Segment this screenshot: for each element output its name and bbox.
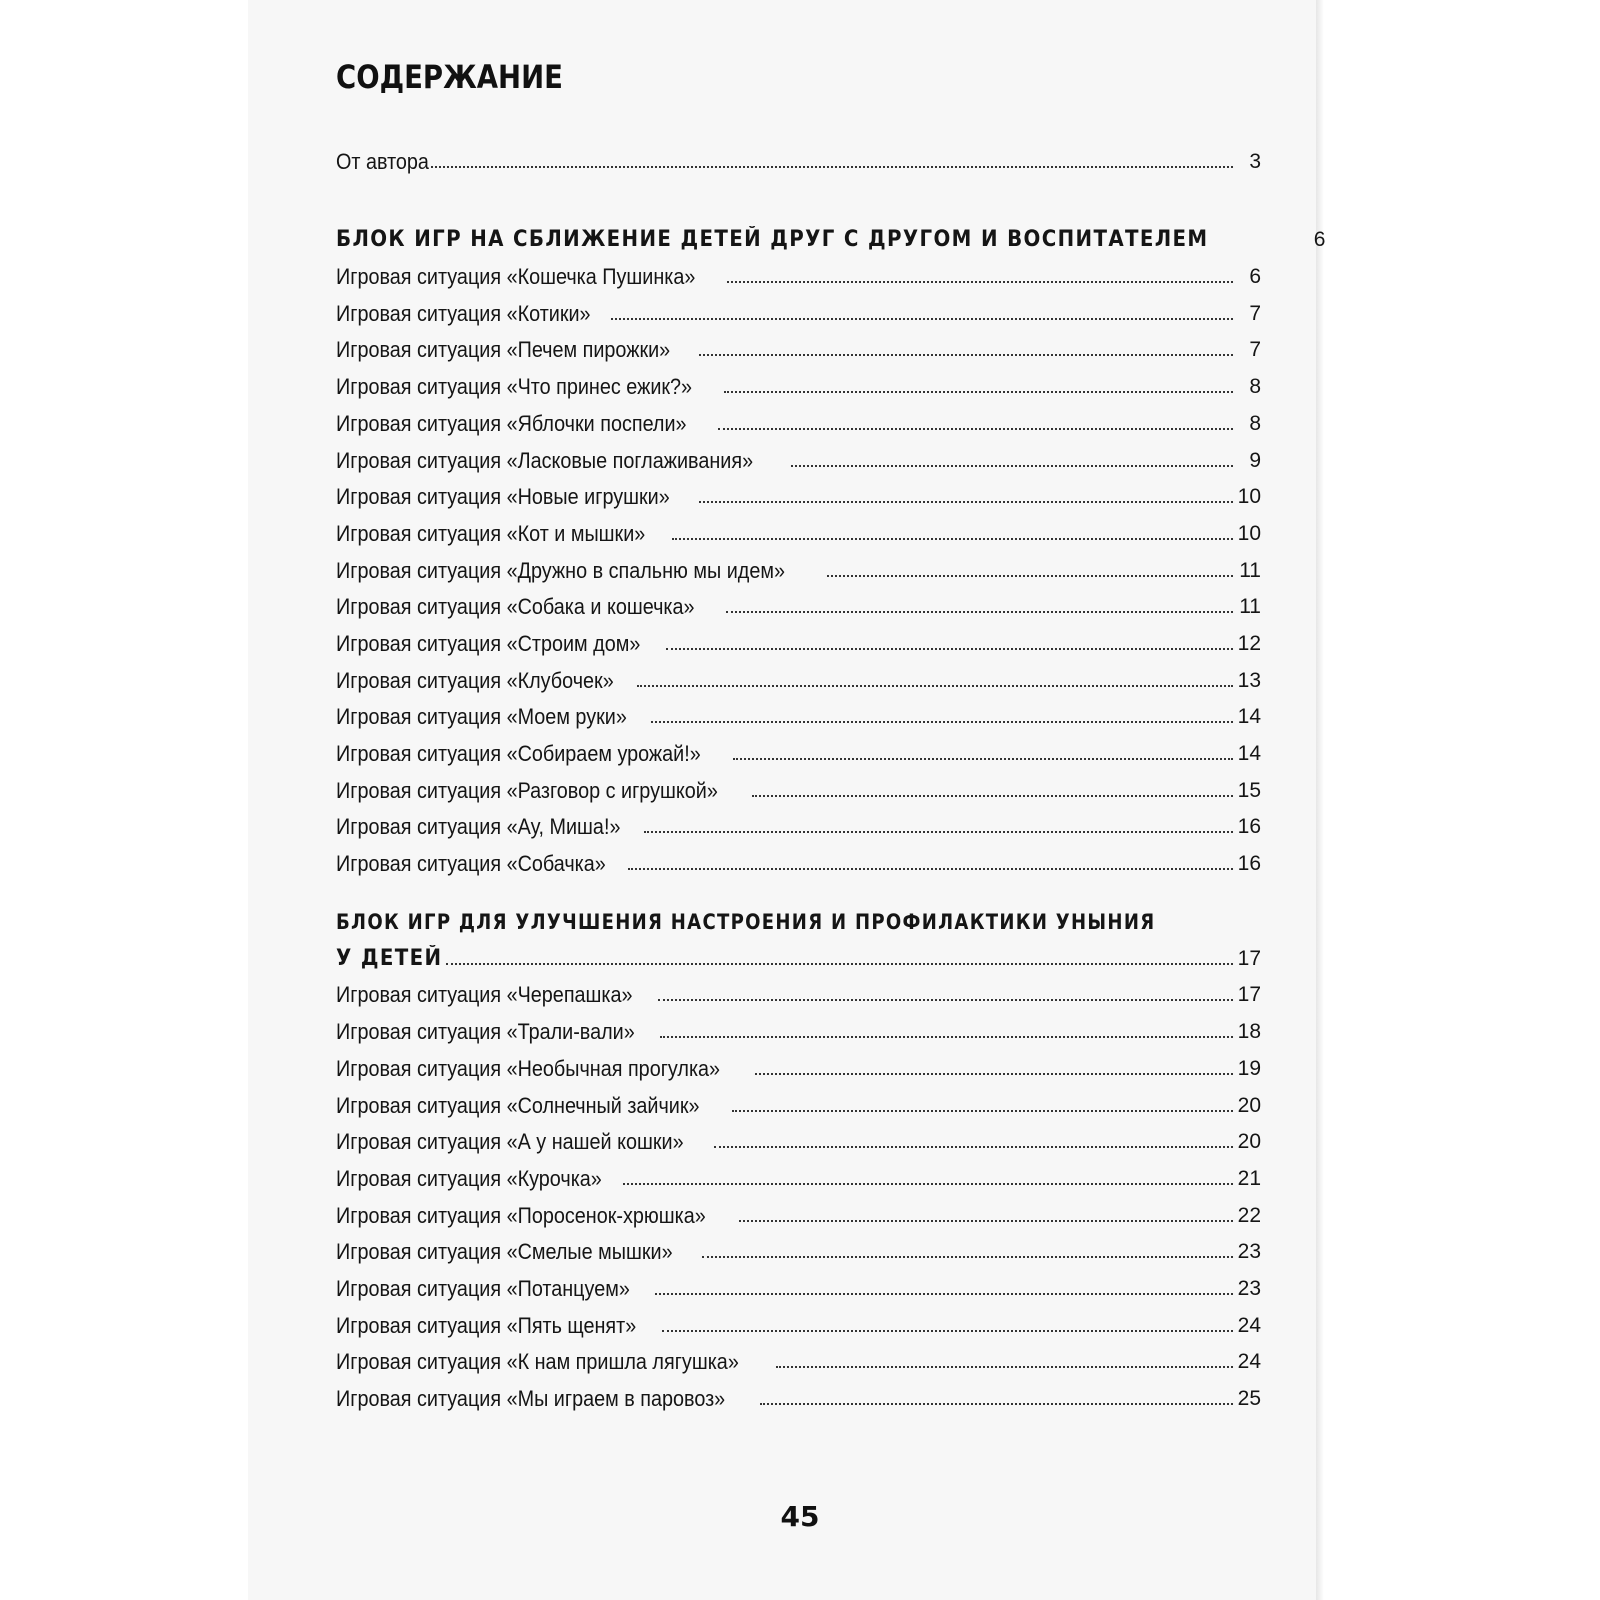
- dot-leader: [791, 465, 1233, 467]
- toc-entry[interactable]: [336, 400, 1261, 437]
- toc-entry-label: Игровая ситуация «Необычная прогулка»: [336, 1055, 721, 1081]
- toc-entry-page: 23: [1237, 1240, 1261, 1264]
- toc-entry-page: 10: [1237, 485, 1261, 509]
- dot-leader: [658, 999, 1233, 1001]
- toc-entry-label: Игровая ситуация «Яблочки поспели»: [336, 410, 687, 436]
- dot-leader: [699, 501, 1233, 503]
- toc-entry[interactable]: [336, 1265, 1261, 1302]
- dot-leader: [672, 538, 1233, 540]
- dot-leader: [699, 354, 1233, 356]
- toc-entry-label: Игровая ситуация «Строим дом»: [336, 630, 641, 656]
- toc-entry[interactable]: [336, 1008, 1261, 1045]
- section-1-entries: [336, 253, 1261, 877]
- toc-entry[interactable]: [336, 474, 1261, 511]
- section-heading-label: У ДЕТЕЙ: [336, 945, 443, 971]
- toc-entry-label: Игровая ситуация «Собачка»: [336, 851, 606, 877]
- toc-entry-page: 14: [1237, 742, 1261, 765]
- toc-entry-label: Игровая ситуация «Что принес ежик?»: [336, 374, 693, 400]
- toc-entry-label: Игровая ситуация «Пять щенят»: [336, 1312, 637, 1338]
- dot-leader: [431, 166, 1233, 168]
- toc-entry[interactable]: [336, 363, 1261, 400]
- dot-leader: [739, 1220, 1233, 1222]
- toc-entry-page: 14: [1237, 705, 1261, 729]
- toc-entry-page: 7: [1249, 338, 1261, 362]
- toc-entry-page: 12: [1237, 631, 1261, 655]
- toc-entry-label: Игровая ситуация «Поросенок-хрюшка»: [336, 1202, 706, 1228]
- toc-entry[interactable]: [336, 694, 1261, 731]
- toc-entry-page: 18: [1237, 1020, 1261, 1044]
- toc-entry[interactable]: [336, 327, 1261, 364]
- toc-entry[interactable]: [336, 840, 1261, 877]
- dot-leader: [827, 575, 1233, 577]
- toc-entry-page: 10: [1237, 521, 1261, 545]
- dot-leader: [660, 1036, 1233, 1038]
- toc-entry[interactable]: [336, 1375, 1261, 1412]
- section-heading-label: БЛОК ИГР НА СБЛИЖЕНИЕ ДЕТЕЙ ДРУГ С ДРУГОМ И ВОСПИТАТЕЛЕМ: [336, 227, 1209, 253]
- toc-entry-page: 17: [1237, 983, 1261, 1007]
- toc-entry-label: Игровая ситуация «Солнечный зайчик»: [336, 1092, 700, 1118]
- toc-entry-page: 11: [1239, 595, 1261, 619]
- toc-entry-page: 19: [1237, 1056, 1261, 1080]
- dot-leader: [755, 1073, 1233, 1075]
- toc-entry-label: Игровая ситуация «Кот и мышки»: [336, 520, 646, 546]
- table-of-contents: [336, 138, 1326, 1412]
- toc-entry-label: Игровая ситуация «Смелые мышки»: [336, 1239, 673, 1265]
- dot-leader: [637, 685, 1233, 687]
- dot-leader: [644, 831, 1233, 833]
- toc-entry-page: 8: [1249, 375, 1261, 399]
- toc-entry-page: 15: [1237, 778, 1261, 802]
- dot-leader: [446, 963, 1233, 965]
- toc-entry-label: Игровая ситуация «Клубочек»: [336, 667, 614, 693]
- toc-entry[interactable]: [336, 1082, 1261, 1119]
- toc-entry-label: Игровая ситуация «Дружно в спальню мы идем»: [336, 557, 786, 583]
- dot-leader: [666, 648, 1233, 650]
- dot-leader: [732, 1110, 1233, 1112]
- toc-entry-page: 24: [1237, 1313, 1261, 1337]
- toc-entry-label: Игровая ситуация «Собираем урожай!»: [336, 741, 701, 766]
- toc-entry-label: Игровая ситуация «Потанцуем»: [336, 1275, 630, 1301]
- dot-leader: [714, 1146, 1233, 1148]
- toc-entry[interactable]: [336, 1229, 1261, 1266]
- toc-entry[interactable]: [336, 253, 1261, 290]
- toc-entry-page: 20: [1237, 1093, 1261, 1117]
- dot-leader: [611, 318, 1233, 320]
- toc-entry[interactable]: [336, 804, 1261, 841]
- toc-entry[interactable]: [336, 1302, 1261, 1339]
- dot-leader: [655, 1293, 1234, 1295]
- toc-entry[interactable]: [336, 1155, 1261, 1192]
- dot-leader: [776, 1366, 1233, 1368]
- toc-entry-page: 13: [1237, 668, 1261, 692]
- dot-leader: [702, 1256, 1233, 1258]
- toc-entry-label: Игровая ситуация «Новые игрушки»: [336, 484, 670, 510]
- toc-entry-page: 6: [1249, 265, 1261, 289]
- toc-entry[interactable]: [336, 1192, 1261, 1229]
- dot-leader: [733, 758, 1233, 760]
- toc-entry[interactable]: [336, 1045, 1261, 1082]
- toc-entry-page: 7: [1249, 301, 1261, 325]
- toc-entry[interactable]: [336, 767, 1261, 804]
- toc-entry-page: 22: [1237, 1203, 1261, 1227]
- page-number: 45: [780, 1500, 820, 1533]
- toc-entry[interactable]: [336, 620, 1261, 657]
- section-heading-1[interactable]: [336, 217, 1326, 254]
- toc-entry-intro[interactable]: [336, 138, 1261, 175]
- dot-leader: [752, 795, 1233, 797]
- toc-entry[interactable]: [336, 1119, 1261, 1156]
- toc-entry-label: Игровая ситуация «Печем пирожки»: [336, 337, 671, 363]
- toc-entry[interactable]: [336, 657, 1261, 694]
- toc-entry-label: Игровая ситуация «Ау, Миша!»: [336, 814, 621, 840]
- toc-entry-label: Игровая ситуация «Черепашка»: [336, 982, 633, 1008]
- toc-entry-label: Игровая ситуация «Кошечка Пушинка»: [336, 264, 696, 290]
- section-heading-page: 17: [1237, 946, 1261, 970]
- dot-leader: [651, 721, 1233, 723]
- toc-entry-label: Игровая ситуация «Мы играем в паровоз»: [336, 1386, 726, 1411]
- toc-entry-page: 23: [1237, 1276, 1261, 1300]
- toc-entry-label: Игровая ситуация «Разговор с игрушкой»: [336, 777, 718, 803]
- dot-leader: [718, 428, 1233, 430]
- toc-entry-page: 11: [1239, 558, 1261, 582]
- toc-entry-page: 9: [1249, 448, 1261, 472]
- toc-entry-label: Игровая ситуация «Ласковые поглаживания»: [336, 447, 754, 473]
- toc-entry-label: Игровая ситуация «А у нашей кошки»: [336, 1129, 684, 1155]
- dot-leader: [760, 1403, 1233, 1405]
- toc-entry-label: Игровая ситуация «Собака и кошечка»: [336, 594, 695, 620]
- toc-title: СОДЕРЖАНИЕ: [336, 58, 563, 96]
- toc-entry[interactable]: [336, 730, 1261, 767]
- dot-leader: [724, 391, 1233, 393]
- toc-entry-page: 16: [1237, 852, 1261, 876]
- section-heading-2-line1[interactable]: БЛОК ИГР ДЛЯ УЛУЧШЕНИЯ НАСТРОЕНИЯ И ПРОФИЛАКТИКИ УНЫНИЯ: [336, 910, 1156, 935]
- toc-entry-label: От автора: [336, 148, 429, 174]
- dot-leader: [726, 611, 1233, 613]
- dot-leader: [628, 868, 1233, 870]
- toc-entry[interactable]: [336, 547, 1261, 584]
- toc-entry-label: Игровая ситуация «Трали-вали»: [336, 1019, 635, 1045]
- dot-leader: [623, 1183, 1233, 1185]
- toc-entry-label: Игровая ситуация «К нам пришла лягушка»: [336, 1349, 739, 1375]
- toc-entry[interactable]: [336, 1339, 1261, 1376]
- toc-entry-label: Игровая ситуация «Котики»: [336, 300, 591, 326]
- dot-leader: [727, 281, 1233, 283]
- dot-leader: [662, 1330, 1233, 1332]
- toc-entry[interactable]: [336, 584, 1261, 621]
- toc-entry-page: 21: [1237, 1166, 1261, 1190]
- toc-entry-page: 3: [1249, 149, 1261, 173]
- section-heading-page: 6: [1313, 228, 1326, 252]
- section-heading-2[interactable]: [336, 935, 1261, 972]
- toc-entry-page: 24: [1237, 1350, 1261, 1374]
- section-2-entries: [336, 972, 1261, 1412]
- toc-entry-label: Игровая ситуация «Курочка»: [336, 1165, 602, 1191]
- toc-entry-page: 8: [1249, 411, 1261, 435]
- toc-entry-page: 20: [1237, 1130, 1261, 1154]
- toc-entry[interactable]: [336, 972, 1261, 1009]
- toc-entry-page: 16: [1237, 815, 1261, 839]
- toc-entry[interactable]: [336, 290, 1261, 327]
- toc-entry-page: 25: [1237, 1387, 1261, 1410]
- toc-entry-label: Игровая ситуация «Моем руки»: [336, 704, 627, 730]
- toc-entry[interactable]: [336, 437, 1261, 474]
- toc-entry[interactable]: [336, 510, 1261, 547]
